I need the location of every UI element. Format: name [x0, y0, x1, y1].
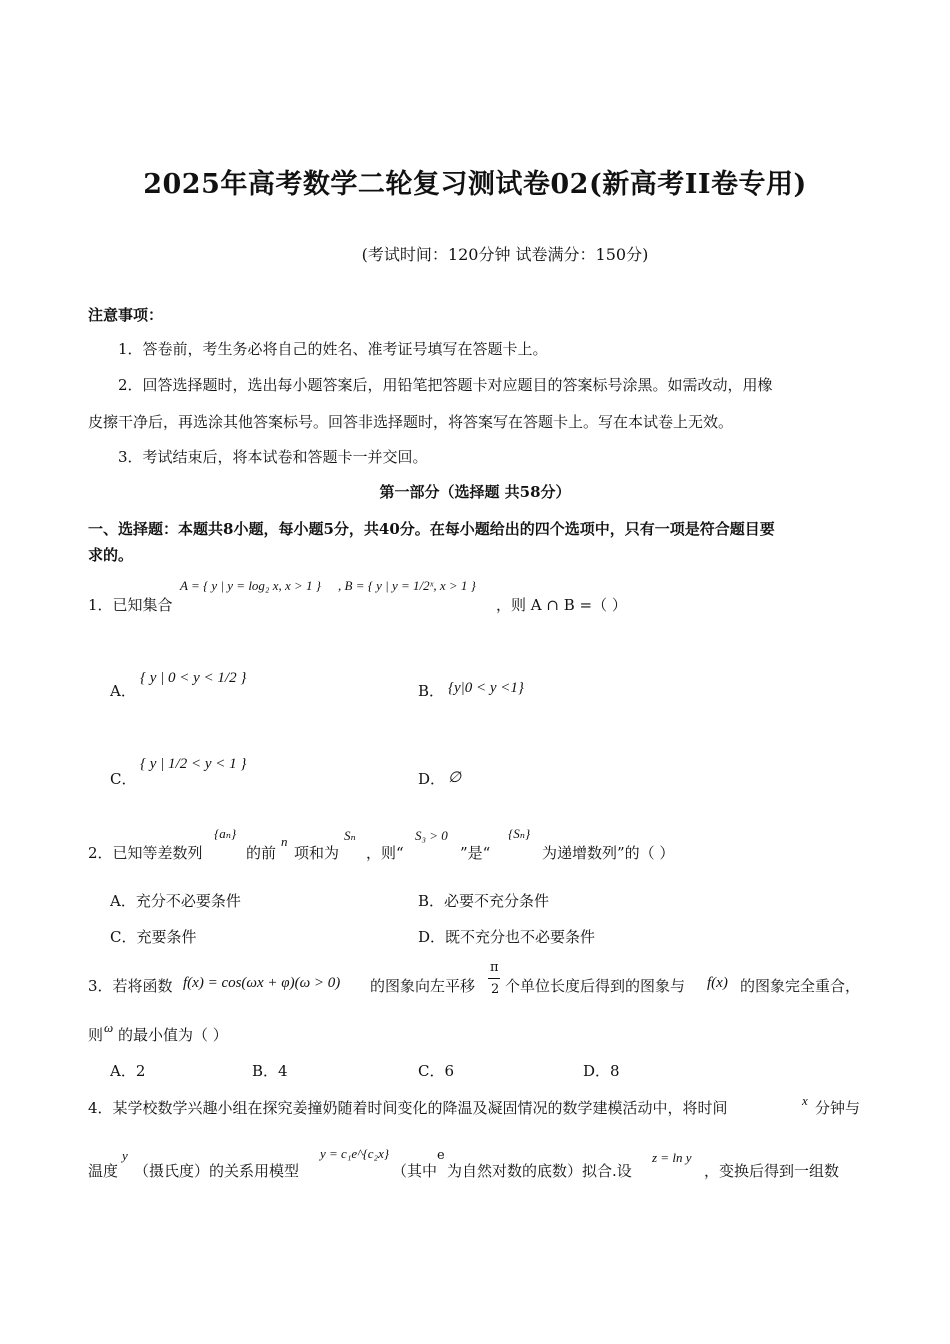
- q3-line2-a: 则: [88, 1026, 104, 1044]
- q1-option-d: ∅: [448, 770, 462, 786]
- q3-text-4: 的图象完全重合，: [740, 977, 861, 995]
- notice-item-2a: 2．回答选择题时，选出每小题答案后，用铅笔把答题卡对应题目的答案标号涂黑。如需改动，用橡: [118, 376, 773, 394]
- q2-text-2: 的前: [246, 844, 277, 862]
- q3-line2-b: 的最小值为（ ）: [118, 1026, 228, 1044]
- q3-shift-numerator: π: [490, 960, 499, 975]
- notice-item-1: 1．答卷前，考生务必将自己的姓名、准考证号填写在答题卡上。: [118, 340, 548, 358]
- q1-option-c: { y | 1/2 < y < 1 }: [140, 756, 247, 772]
- q1-set-b: , B = { y | y = 1/2ˣ, x > 1 }: [338, 578, 476, 593]
- q3-text-3: 个单位长度后得到的图象与: [505, 977, 686, 995]
- q2-sn-sequence: {Sₙ}: [508, 826, 531, 841]
- q2-option-c: C．充要条件: [110, 928, 197, 946]
- q3-function: f(x) = cos(ωx + φ)(ω > 0): [183, 975, 341, 991]
- q3-option-a: A．2: [110, 1062, 146, 1080]
- q4-line2-b: （摄氏度）的关系用模型: [134, 1162, 300, 1180]
- q3-fraction-bar: [488, 978, 500, 979]
- q1-option-c-label: C．: [110, 770, 137, 788]
- q2-text-5: ”是“: [460, 844, 491, 862]
- q4-model: y = c₁e^{c₂x}: [320, 1146, 390, 1161]
- q3-omega: ω: [104, 1020, 114, 1035]
- section1-instructions-b: 求的。: [88, 546, 134, 564]
- q1-prefix: 1．已知集合: [88, 596, 173, 614]
- q1-suffix: ，则 A ∩ B =（ ）: [496, 596, 627, 614]
- q4-z: z = ln y: [652, 1150, 692, 1165]
- q1-option-b-label: B．: [418, 682, 445, 700]
- q2-option-b: B．必要不充分条件: [418, 892, 550, 910]
- q3-shift-denominator: 2: [491, 982, 500, 997]
- q3-option-b: B．4: [252, 1062, 288, 1080]
- q1-option-d-label: D．: [418, 770, 446, 788]
- section1-instructions-a: 一、选择题：本题共8小题，每小题5分，共40分。在每小题给出的四个选项中，只有一项是符合题目要: [88, 520, 775, 538]
- q4-line2-e: ，变换后得到一组数: [704, 1162, 840, 1180]
- q2-text-6: 为递增数列”的（ ）: [542, 844, 675, 862]
- q1-set-a: A = { y | y = log₂ x, x > 1 }: [180, 578, 321, 593]
- q3-text-1: 3．若将函数: [88, 977, 173, 995]
- q4-line2-d: 为自然对数的底数）拟合.设: [447, 1162, 632, 1180]
- q3-fx: f(x): [707, 975, 728, 991]
- q4-x: x: [802, 1093, 808, 1108]
- q2-option-a: A．充分不必要条件: [110, 892, 241, 910]
- q3-option-d: D．8: [583, 1062, 620, 1080]
- exam-subtitle: (考试时间：120分钟 试卷满分：150分): [361, 245, 649, 264]
- q2-s3-condition: S₃ > 0: [415, 828, 448, 843]
- exam-title: 2025年高考数学二轮复习测试卷02(新高考II卷专用): [143, 169, 807, 200]
- q1-option-a: { y | 0 < y < 1/2 }: [140, 670, 247, 686]
- notice-item-2b: 皮擦干净后，再选涂其他答案标号。回答非选择题时，将答案写在答题卡上。写在本试卷上无效。: [88, 413, 734, 431]
- q4-line1-a: 4．某学校数学兴趣小组在探究姜撞奶随着时间变化的降温及凝固情况的数学建模活动中，将时间: [88, 1099, 728, 1117]
- q3-text-2: 的图象向左平移: [370, 977, 476, 995]
- q4-y: y: [122, 1148, 128, 1163]
- q2-sequence-an: {aₙ}: [214, 826, 237, 841]
- q1-option-a-label: A．: [110, 682, 136, 700]
- q4-line1-b: 分钟与: [815, 1099, 861, 1117]
- q3-option-c: C．6: [418, 1062, 455, 1080]
- q4-line2-a: 温度: [88, 1162, 119, 1180]
- q1-option-b: {y|0 < y <1}: [448, 680, 524, 696]
- q2-sn: Sₙ: [344, 828, 356, 843]
- q2-n: n: [281, 834, 288, 849]
- q2-option-d: D．既不充分也不必要条件: [418, 928, 596, 946]
- notice-heading: 注意事项：: [88, 306, 164, 324]
- part1-heading: 第一部分（选择题 共58分）: [379, 483, 571, 501]
- q2-text-4: ，则“: [366, 844, 404, 862]
- q4-line2-c: （其中: [392, 1162, 438, 1180]
- notice-item-3: 3．考试结束后，将本试卷和答题卡一并交回。: [118, 448, 428, 466]
- q2-text-3: 项和为: [294, 844, 340, 862]
- q4-e: e: [437, 1148, 445, 1163]
- q2-text-1: 2．已知等差数列: [88, 844, 203, 862]
